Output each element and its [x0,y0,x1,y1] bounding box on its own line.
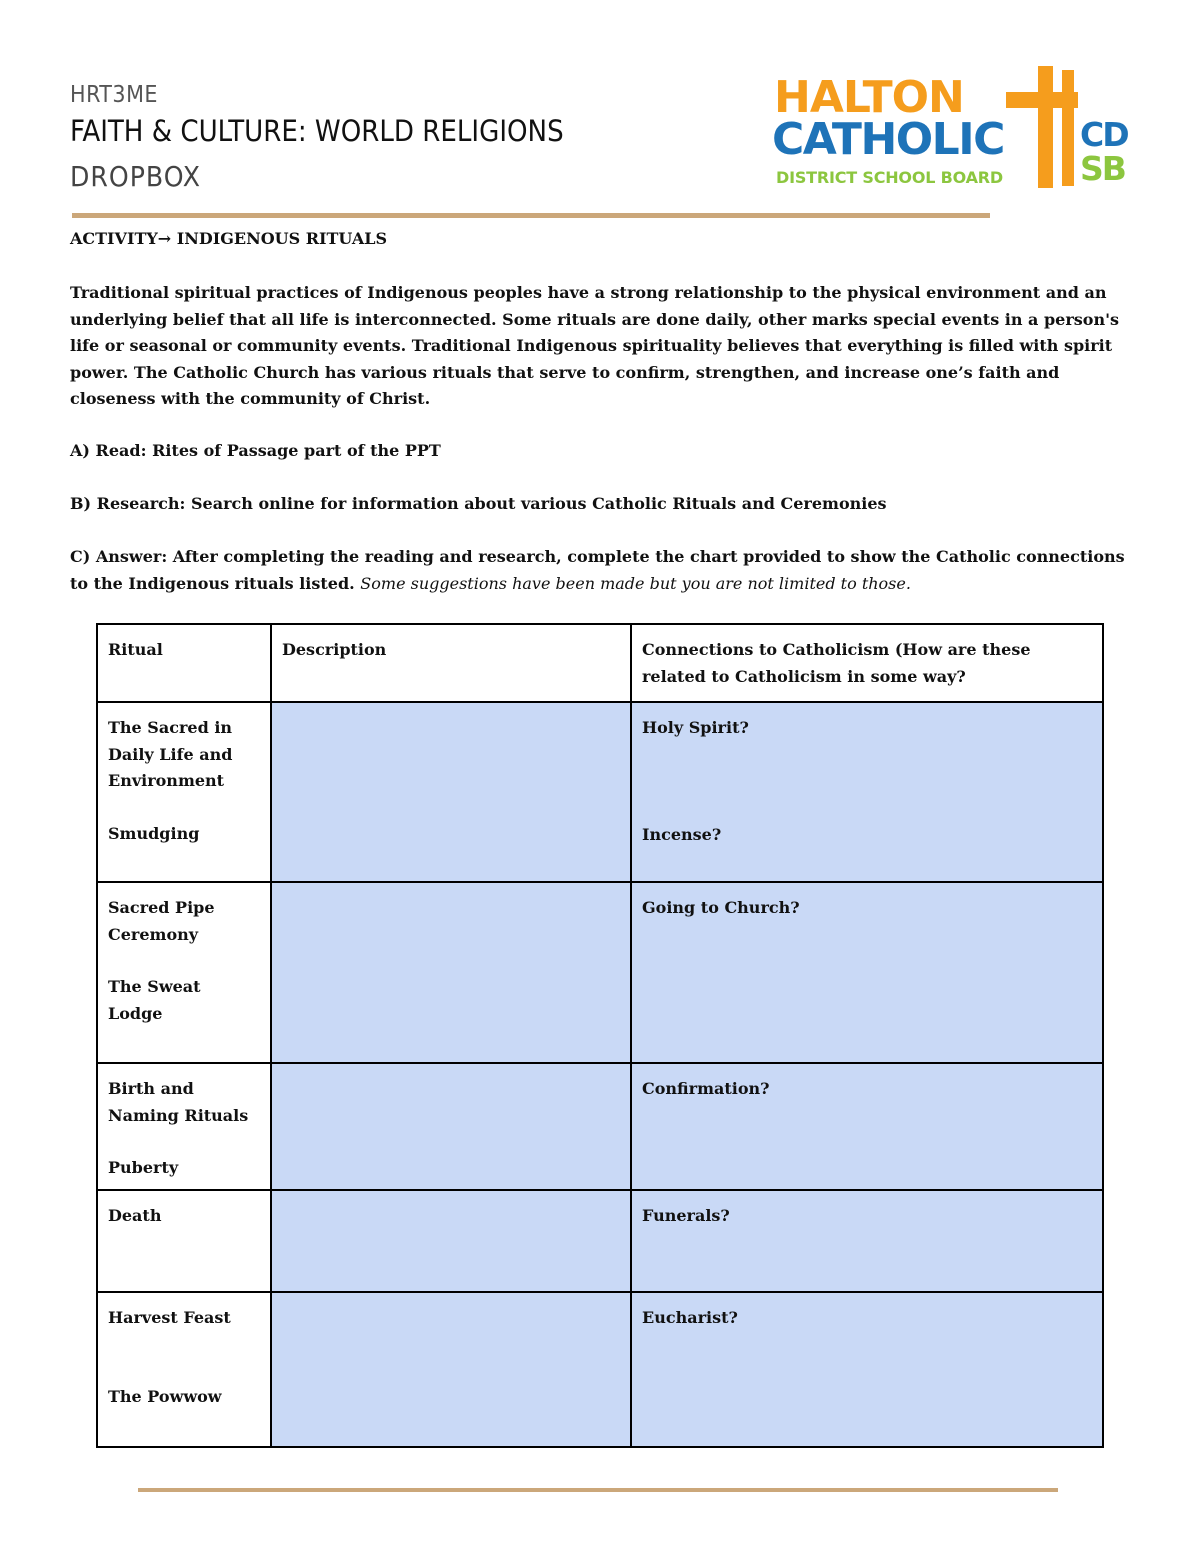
table-row [97,702,1103,882]
ritual-name: Harvest Feast [108,1308,231,1327]
step-c-note: Some suggestions have been made but you are not limited to those. [360,573,911,593]
description-input[interactable] [271,1063,631,1190]
description-input[interactable] [271,882,631,1063]
activity-heading: ACTIVITY→ INDIGENOUS RITUALS [70,229,388,248]
connection-suggestion: Eucharist? [642,1308,738,1327]
ritual-cell [97,1292,271,1447]
document-title: FAITH & CULTURE: WORLD RELIGIONS [70,114,564,148]
table-row [97,882,1103,1063]
connection-cell[interactable] [631,702,1103,882]
logo-line-district: DISTRICT SCHOOL BOARD [776,168,1003,187]
connection-suggestion: Incense? [642,824,722,844]
connection-suggestion: Funerals? [642,1206,730,1225]
rituals-chart [96,623,1104,1448]
ritual-cell [97,882,271,1063]
intro-paragraph: Traditional spiritual practices of Indigenous peoples have a strong relationship to the physical environment and an underlying belief that all life is interconnected. Some rituals are done daily, other marks special events in a person's life or seasonal or community events. Traditional Indigenous spirituality believes that everything is filled with spirit power. The Catholic Church has various rituals that serve to confirm, strengthen, and increase one’s faith and closeness with the community of Christ. [70,283,1119,408]
ritual-cell [97,1063,271,1190]
step-c [70,544,1140,597]
header-connections: Connections to Catholicism (How are these related to Catholicism in some way? [631,624,1103,702]
connection-cell[interactable] [631,1190,1103,1292]
step-c-label: C) Answer: [70,547,168,566]
connection-cell[interactable] [631,1063,1103,1190]
ritual-cell [97,702,271,882]
header-divider [72,213,990,218]
ritual-name: Sacred Pipe Ceremony [108,898,215,944]
course-code: HRT3ME [70,82,158,108]
ritual-name: The Sweat Lodge [108,977,201,1023]
step-b-label: B) Research: [70,494,186,513]
table-header-row [97,624,1103,702]
connection-suggestion: Holy Spirit? [642,718,749,737]
step-a-text: Rites of Passage part of the PPT [146,441,441,460]
step-a-label: A) Read: [70,441,147,460]
connection-cell[interactable] [631,882,1103,1063]
logo-cross-side [1062,70,1074,186]
ritual-name: The Powwow [108,1386,222,1406]
connection-cell[interactable] [631,1292,1103,1447]
ritual-name: Birth and Naming Rituals [108,1079,249,1125]
header-description: Description [271,624,631,702]
ritual-name: The Sacred in Daily Life and Environment [108,718,233,790]
table-row [97,1063,1103,1190]
step-b-text: Search online for information about various Catholic Rituals and Ceremonies [185,494,887,513]
connection-suggestion: Confirmation? [642,1079,770,1098]
connection-suggestion: Going to Church? [642,898,800,917]
logo-badge-sb: SB [1080,149,1125,188]
logo-cross-icon [1038,66,1053,188]
header-ritual: Ritual [97,624,271,702]
description-input[interactable] [271,1292,631,1447]
logo-line-catholic: CATHOLIC [772,114,1004,165]
table-row [97,1292,1103,1447]
step-b [70,491,1140,518]
ritual-name: Smudging [108,823,200,843]
step-c-text: After completing the reading and research, complete the chart provided to show the Catholic connections to the Indigenous rituals listed. [70,547,1125,593]
logo-line-halton: HALTON [774,72,964,123]
ritual-cell [97,1190,271,1292]
step-a [70,438,1140,465]
document-subtitle: DROPBOX [70,160,201,193]
logo-badge-cd: CD [1080,115,1128,154]
ritual-name: Puberty [108,1158,179,1177]
school-board-logo [770,66,1132,194]
description-input[interactable] [271,702,631,882]
footer-divider [138,1488,1058,1492]
ritual-name: Death [108,1206,162,1225]
description-input[interactable] [271,1190,631,1292]
table-row [97,1190,1103,1292]
